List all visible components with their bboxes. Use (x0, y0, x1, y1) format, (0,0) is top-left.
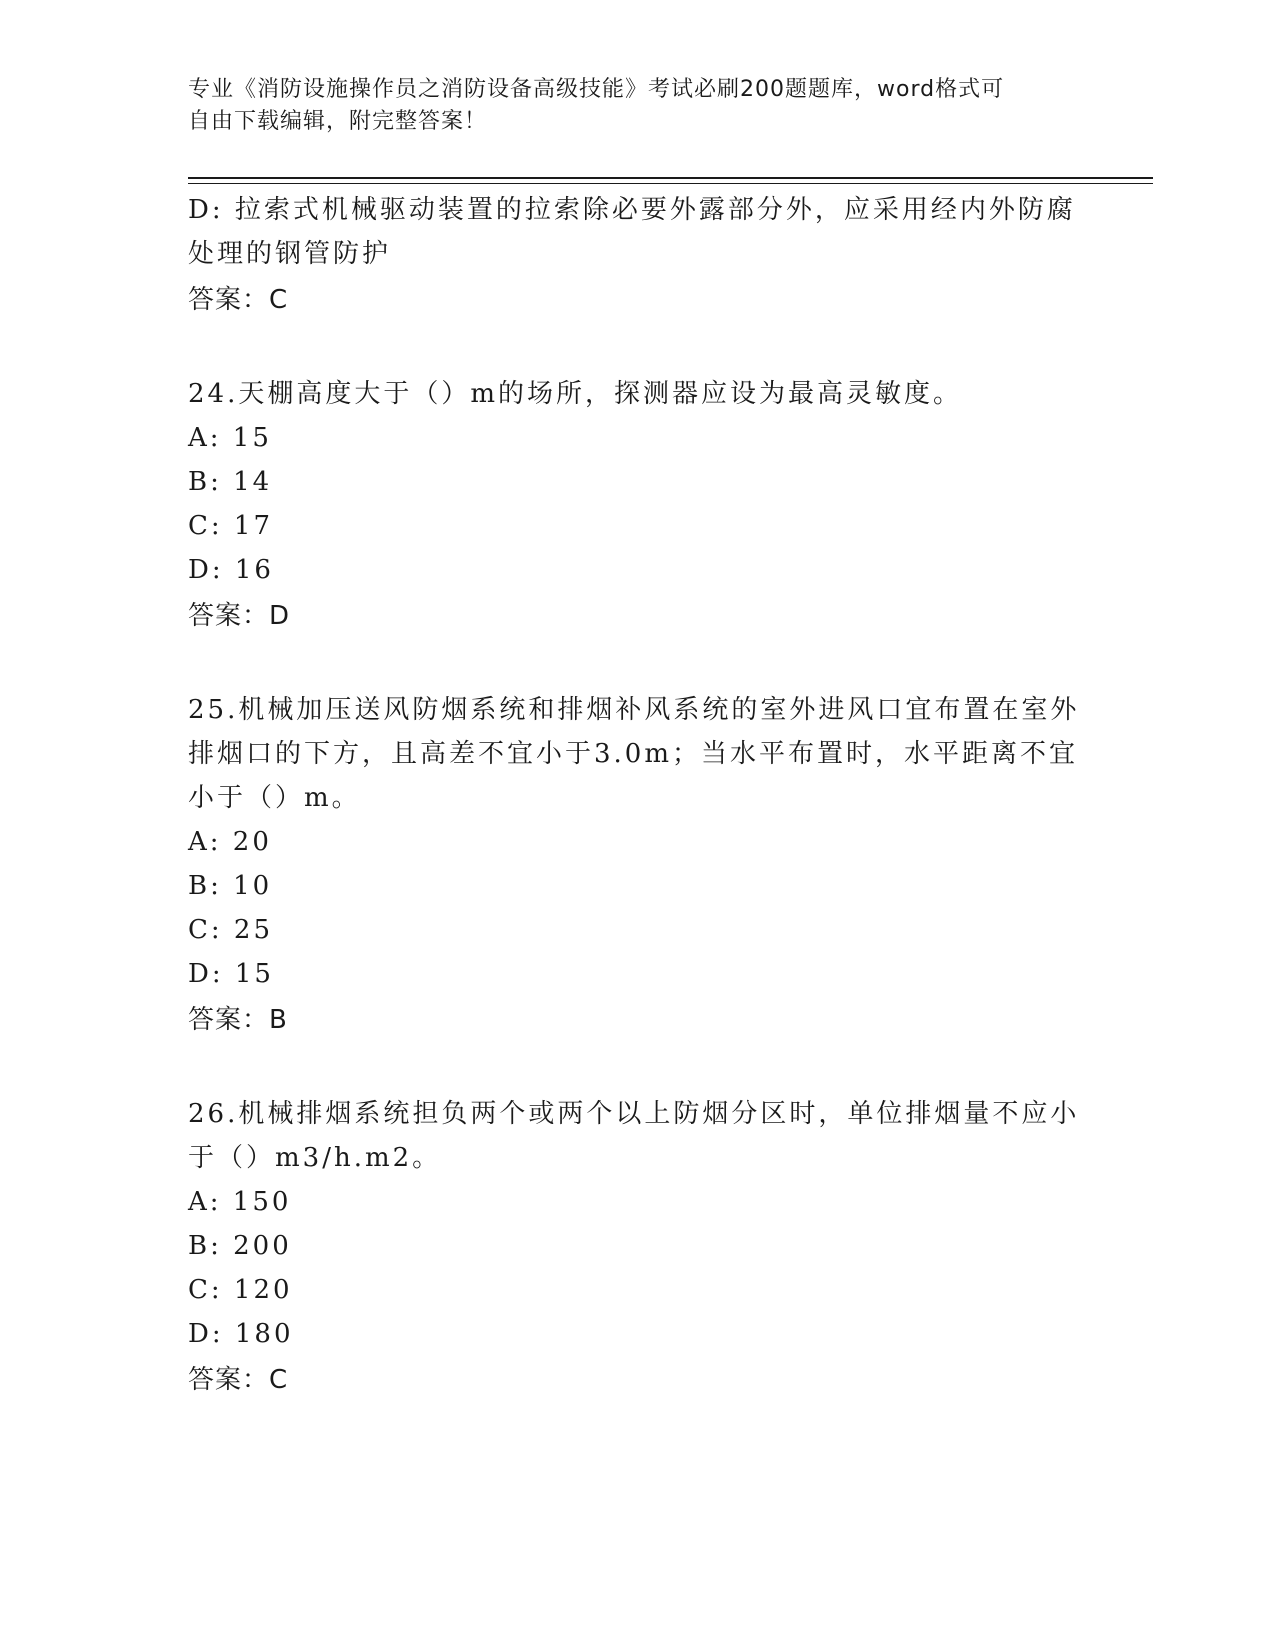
question-25 (188, 688, 1078, 1044)
spacer (188, 640, 1078, 688)
question-24 (188, 372, 1078, 640)
question-text-line-2: 于（）m3/h.m2。 (188, 1143, 442, 1173)
answer-line: 答案：C (188, 285, 289, 315)
answer-line: 答案：D (188, 601, 291, 631)
question-text: 24.天棚高度大于（）m的场所，探测器应设为最高灵敏度。 (188, 379, 963, 409)
option-d: D: 180 (188, 1319, 294, 1349)
header-divider-thin (188, 183, 1153, 184)
option-b: B: 200 (188, 1231, 292, 1261)
header-line-1: 专业《消防设施操作员之消防设备高级技能》考试必刷200题题库，word格式可 (188, 77, 1005, 102)
option-c: C: 120 (188, 1275, 293, 1305)
question-text-line-2: 排烟口的下方，且高差不宜小于3.0m；当水平布置时，水平距离不宜 (188, 739, 1079, 769)
header-line-2: 自由下载编辑，附完整答案！ (188, 109, 488, 134)
option-d: D: 16 (188, 555, 274, 585)
question-text-line-1: 25.机械加压送风防烟系统和排烟补风系统的室外进风口宜布置在室外 (188, 695, 1080, 725)
question-23-tail (188, 188, 1078, 324)
document-header (188, 74, 1068, 138)
question-26 (188, 1092, 1078, 1404)
option-a: A: 20 (188, 827, 272, 857)
option-d-line-2: 处理的钢管防护 (188, 239, 392, 269)
option-d-line-1: D: 拉索式机械驱动装置的拉索除必要外露部分外，应采用经内外防腐 (188, 195, 1076, 225)
answer-line: 答案：C (188, 1365, 289, 1395)
spacer (188, 324, 1078, 372)
option-d: D: 15 (188, 959, 274, 989)
option-c: C: 25 (188, 915, 274, 945)
question-text-line-1: 26.机械排烟系统担负两个或两个以上防烟分区时，单位排烟量不应小 (188, 1099, 1080, 1129)
question-text-line-3: 小于（）m。 (188, 783, 361, 813)
option-a: A: 150 (188, 1187, 292, 1217)
document-body (188, 188, 1078, 1404)
option-c: C: 17 (188, 511, 274, 541)
option-b: B: 10 (188, 871, 273, 901)
spacer (188, 1044, 1078, 1092)
option-a: A: 15 (188, 423, 272, 453)
header-divider-thick (188, 177, 1153, 179)
answer-line: 答案：B (188, 1005, 288, 1035)
option-b: B: 14 (188, 467, 273, 497)
